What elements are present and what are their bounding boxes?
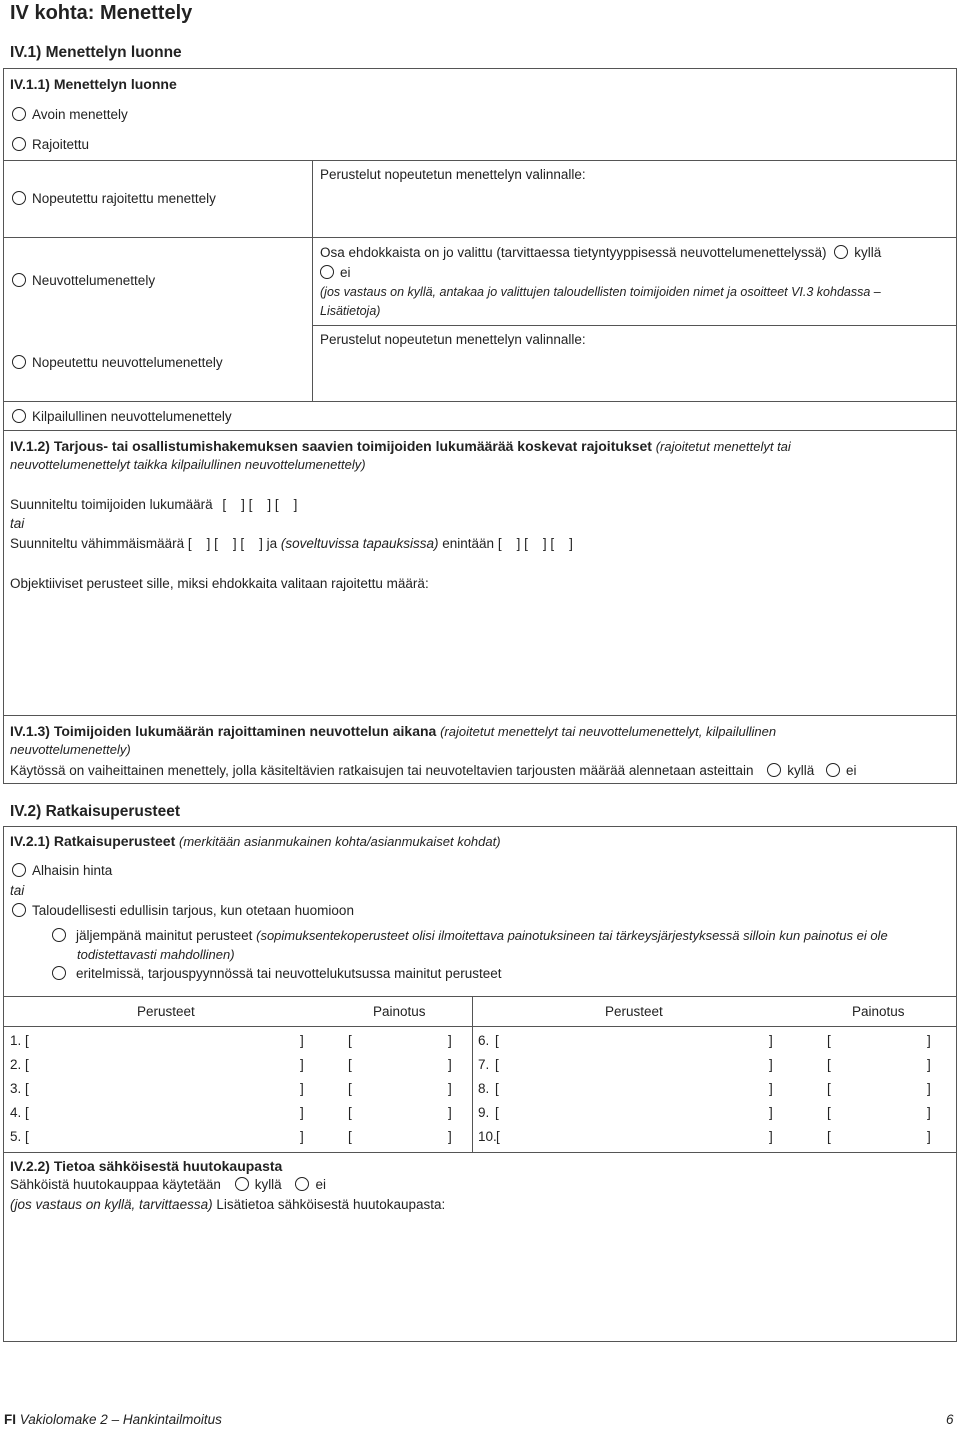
option-competitive-dialogue[interactable] [12, 409, 232, 424]
footer-form [4, 1412, 222, 1427]
e-auction-note-italic: (jos vastaus on kyllä, tarvittaessa) [10, 1197, 213, 1212]
criteria-specs-label: eritelmissä, tarjouspyynnössä tai neuvottelukutsussa mainitut perusteet [76, 966, 502, 981]
applicable-label: (soveltuvissa tapauksissa) [280, 536, 439, 551]
criteria-row-right-number: 9. [478, 1105, 490, 1120]
radio-restricted[interactable] [12, 137, 26, 151]
max-number-field[interactable]: [ ] [ ] [ ] [497, 536, 573, 551]
candidates-yes-label: kyllä [854, 245, 882, 260]
option-restricted-label: Rajoitettu [32, 137, 90, 152]
lowest-price-label: Alhaisin hinta [32, 863, 113, 878]
candidates-question [320, 245, 881, 260]
radio-competitive-dialogue[interactable] [12, 409, 26, 423]
e-auction-info-row [10, 1197, 445, 1212]
weight-field-left-open[interactable]: [ [348, 1057, 352, 1072]
divider [3, 1152, 957, 1153]
option-accelerated-negotiated[interactable] [12, 355, 223, 370]
radio-candidates-no[interactable] [320, 265, 334, 279]
option-open[interactable] [12, 107, 128, 122]
iv12-title [10, 438, 791, 454]
table-header-criteria-right: Perusteet [605, 1004, 663, 1019]
table-header-weight-right: Painotus [852, 1004, 905, 1019]
iv11-title: IV.1.1) Menettelyn luonne [10, 76, 177, 92]
staged-procedure-text: Käytössä on vaiheittainen menettely, jolla käsiteltävien ratkaisujen tai neuvoteltavien tarjousten määrää alennetaan asteittain [10, 763, 754, 778]
iv13-title [10, 723, 776, 739]
criteria-field-right-open[interactable]: [ [495, 1033, 499, 1048]
criteria-field-right-close[interactable]: ] [769, 1081, 773, 1096]
weight-field-left-open[interactable]: [ [348, 1129, 352, 1144]
weight-field-left-open[interactable]: [ [348, 1081, 352, 1096]
criteria-field-left-open[interactable]: [ [25, 1129, 29, 1144]
min-number-field[interactable]: [ ] [ ] [ ] [187, 536, 263, 551]
objective-criteria-label: Objektiiviset perusteet sille, miksi ehdokkaita valitaan rajoitettu määrä: [10, 576, 429, 591]
or-label-1: tai [10, 516, 25, 531]
criteria-row-left-number: 3. [10, 1081, 22, 1096]
weight-field-right-open[interactable]: [ [827, 1105, 831, 1120]
weight-field-left-open[interactable]: [ [348, 1105, 352, 1120]
meat-label: Taloudellisesti edullisin tarjous, kun otetaan huomioon [32, 903, 354, 918]
iv13-title-bold: IV.1.3) Toimijoiden lukumäärän rajoittaminen neuvottelun aikana [10, 723, 437, 739]
option-accelerated-negotiated-label: Nopeutettu neuvottelumenettely [32, 355, 223, 370]
weight-field-right-close[interactable]: ] [927, 1057, 931, 1072]
divider [312, 160, 313, 237]
criteria-row-right-number: 8. [478, 1081, 490, 1096]
divider [312, 237, 313, 401]
criteria-below-note-2: todistettavasti mahdollinen) [77, 947, 235, 962]
e-auction-no-label: ei [315, 1177, 326, 1192]
criteria-row-left-number: 5. [10, 1129, 22, 1144]
criteria-field-right-close[interactable]: ] [769, 1057, 773, 1072]
divider [3, 160, 957, 161]
option-negotiated-label: Neuvottelumenettely [32, 273, 156, 288]
footer-form-name: Vakiolomake 2 – Hankintailmoitus [19, 1412, 222, 1427]
weight-field-left-close[interactable]: ] [448, 1105, 452, 1120]
e-auction-yes-label: kyllä [254, 1177, 282, 1192]
radio-e-auction-no[interactable] [295, 1177, 309, 1191]
option-restricted[interactable] [12, 137, 89, 152]
iv12-title-italic-2: neuvottelumenettelyt taikka kilpailullinen neuvottelumenettely) [10, 457, 366, 472]
criteria-field-left-close[interactable]: ] [300, 1081, 304, 1096]
criteria-field-left-close[interactable]: ] [300, 1129, 304, 1144]
radio-staged-no[interactable] [826, 763, 840, 777]
radio-e-auction-yes[interactable] [235, 1177, 249, 1191]
table-header-weight-left: Painotus [373, 1004, 426, 1019]
criteria-row-right-number: 6. [478, 1033, 490, 1048]
section-iv1-title: IV.1) Menettelyn luonne [10, 44, 182, 61]
weight-field-left-close[interactable]: ] [448, 1033, 452, 1048]
radio-accelerated-restricted[interactable] [12, 191, 26, 205]
option-criteria-specs[interactable] [52, 966, 501, 981]
criteria-field-left-open[interactable]: [ [25, 1057, 29, 1072]
criteria-field-right-close[interactable]: ] [769, 1033, 773, 1048]
weight-field-left-close[interactable]: ] [448, 1057, 452, 1072]
option-criteria-below[interactable] [52, 928, 888, 943]
staged-procedure-row [10, 763, 857, 778]
weight-field-left-close[interactable]: ] [448, 1081, 452, 1096]
e-auction-row [10, 1177, 326, 1192]
radio-open[interactable] [12, 107, 26, 121]
criteria-below-note-1: (sopimuksentekoperusteet olisi ilmoitettava painotuksineen tai tärkeysjärjestyksessä silloin kun painotus ei ole [256, 928, 888, 943]
candidates-text: Osa ehdokkaista on jo valittu (tarvittaessa tietyntyyppisessä neuvottelumenettelyssä) [320, 245, 827, 260]
weight-field-right-close[interactable]: ] [927, 1105, 931, 1120]
option-lowest-price[interactable] [12, 863, 112, 878]
option-open-label: Avoin menettely [32, 107, 128, 122]
or-label-2: tai [10, 883, 25, 898]
weight-field-right-close[interactable]: ] [927, 1033, 931, 1048]
candidates-note-2: Lisätietoja) [320, 304, 381, 318]
iv12-title-italic-1: (rajoitetut menettelyt tai [655, 439, 791, 454]
planned-number-row [10, 497, 297, 512]
option-accelerated-restricted-label: Nopeutettu rajoitettu menettely [32, 191, 216, 206]
weight-field-right-open[interactable]: [ [827, 1057, 831, 1072]
option-negotiated[interactable] [12, 273, 155, 288]
criteria-field-left-open[interactable]: [ [25, 1033, 29, 1048]
max-number-label: enintään [442, 536, 495, 551]
footer-page-number: 6 [946, 1412, 954, 1427]
weight-field-right-close[interactable]: ] [927, 1081, 931, 1096]
criteria-row-right-number: 10. [478, 1129, 497, 1144]
criteria-row-left-number: 4. [10, 1105, 22, 1120]
option-accelerated-restricted[interactable] [12, 191, 216, 206]
weight-field-right-close[interactable]: ] [927, 1129, 931, 1144]
staged-no-label: ei [846, 763, 857, 778]
iv21-title [10, 833, 501, 849]
candidates-no-label: ei [340, 265, 351, 280]
radio-lowest-price[interactable] [12, 863, 26, 877]
criteria-below-label: jäljempänä mainitut perusteet [76, 928, 253, 943]
e-auction-info-label: Lisätietoa sähköisestä huutokaupasta: [216, 1197, 446, 1212]
criteria-row-left-number: 2. [10, 1057, 22, 1072]
option-competitive-dialogue-label: Kilpailullinen neuvottelumenettely [32, 409, 232, 424]
table-header-criteria-left: Perusteet [137, 1004, 195, 1019]
staged-yes-label: kyllä [787, 763, 815, 778]
e-auction-info-field[interactable] [10, 1220, 950, 1335]
iv21-title-italic: (merkitään asianmukainen kohta/asianmukaiset kohdat) [179, 834, 501, 849]
e-auction-label: Sähköistä huutokauppaa käytetään [10, 1177, 221, 1192]
criteria-field-left-close[interactable]: ] [300, 1057, 304, 1072]
justification-label-2: Perustelut nopeutetun menettelyn valinnalle: [320, 332, 586, 347]
divider [3, 715, 957, 716]
weight-field-right-open[interactable]: [ [827, 1081, 831, 1096]
weight-field-right-open[interactable]: [ [827, 1033, 831, 1048]
radio-candidates-yes[interactable] [834, 245, 848, 259]
criteria-field-left-open[interactable]: [ [25, 1081, 29, 1096]
iv13-title-italic-2: neuvottelumenettely) [10, 742, 131, 757]
divider [3, 1026, 957, 1027]
planned-number-label: Suunniteltu toimijoiden lukumäärä [10, 497, 213, 512]
candidates-no[interactable] [320, 265, 351, 280]
footer-language: FI [4, 1412, 16, 1427]
radio-staged-yes[interactable] [767, 763, 781, 777]
radio-accelerated-negotiated[interactable] [12, 355, 26, 369]
criteria-field-right-open[interactable]: [ [495, 1081, 499, 1096]
section-iv2-title: IV.2) Ratkaisuperusteet [10, 803, 181, 820]
criteria-field-right-open[interactable]: [ [495, 1057, 499, 1072]
justification-label-1: Perustelut nopeutetun menettelyn valinnalle: [320, 167, 586, 182]
option-meat[interactable] [12, 903, 354, 918]
weight-field-right-open[interactable]: [ [827, 1129, 831, 1144]
weight-field-left-close[interactable]: ] [448, 1129, 452, 1144]
radio-criteria-specs[interactable] [52, 966, 66, 980]
divider [3, 430, 957, 431]
iv13-title-italic-1: (rajoitetut menettelyt tai neuvottelumenettelyt, kilpailullinen [440, 724, 777, 739]
candidates-note-1: (jos vastaus on kyllä, antakaa jo valittujen taloudellisten toimijoiden nimet ja osoitteet VI.3 kohdassa – [320, 285, 881, 299]
criteria-field-left-open[interactable]: [ [25, 1105, 29, 1120]
iv12-title-bold: IV.1.2) Tarjous- tai osallistumishakemuksen saavien toimijoiden lukumäärää koskevat rajoitukset [10, 438, 652, 454]
divider [3, 401, 957, 402]
weight-field-left-open[interactable]: [ [348, 1033, 352, 1048]
divider [472, 996, 473, 1152]
min-number-label: Suunniteltu vähimmäismäärä [10, 536, 185, 551]
divider [3, 237, 957, 238]
iv21-title-bold: IV.2.1) Ratkaisuperusteet [10, 833, 176, 849]
page-title: IV kohta: Menettely [10, 2, 193, 24]
criteria-field-right-open[interactable]: [ [496, 1129, 500, 1144]
criteria-field-right-close[interactable]: ] [769, 1105, 773, 1120]
min-max-row [10, 536, 573, 551]
criteria-field-right-open[interactable]: [ [495, 1105, 499, 1120]
criteria-field-right-close[interactable]: ] [769, 1129, 773, 1144]
divider [312, 325, 957, 326]
criteria-row-left-number: 1. [10, 1033, 22, 1048]
criteria-field-left-close[interactable]: ] [300, 1105, 304, 1120]
and-label: ja [266, 536, 278, 551]
criteria-field-left-close[interactable]: ] [300, 1033, 304, 1048]
radio-meat[interactable] [12, 903, 26, 917]
iv22-title: IV.2.2) Tietoa sähköisestä huutokaupasta [10, 1158, 283, 1174]
criteria-row-right-number: 7. [478, 1057, 490, 1072]
objective-criteria-field[interactable] [10, 600, 950, 710]
planned-number-field[interactable]: [ ] [ ] [ ] [222, 497, 298, 512]
divider [3, 996, 957, 997]
radio-negotiated[interactable] [12, 273, 26, 287]
radio-criteria-below[interactable] [52, 928, 66, 942]
